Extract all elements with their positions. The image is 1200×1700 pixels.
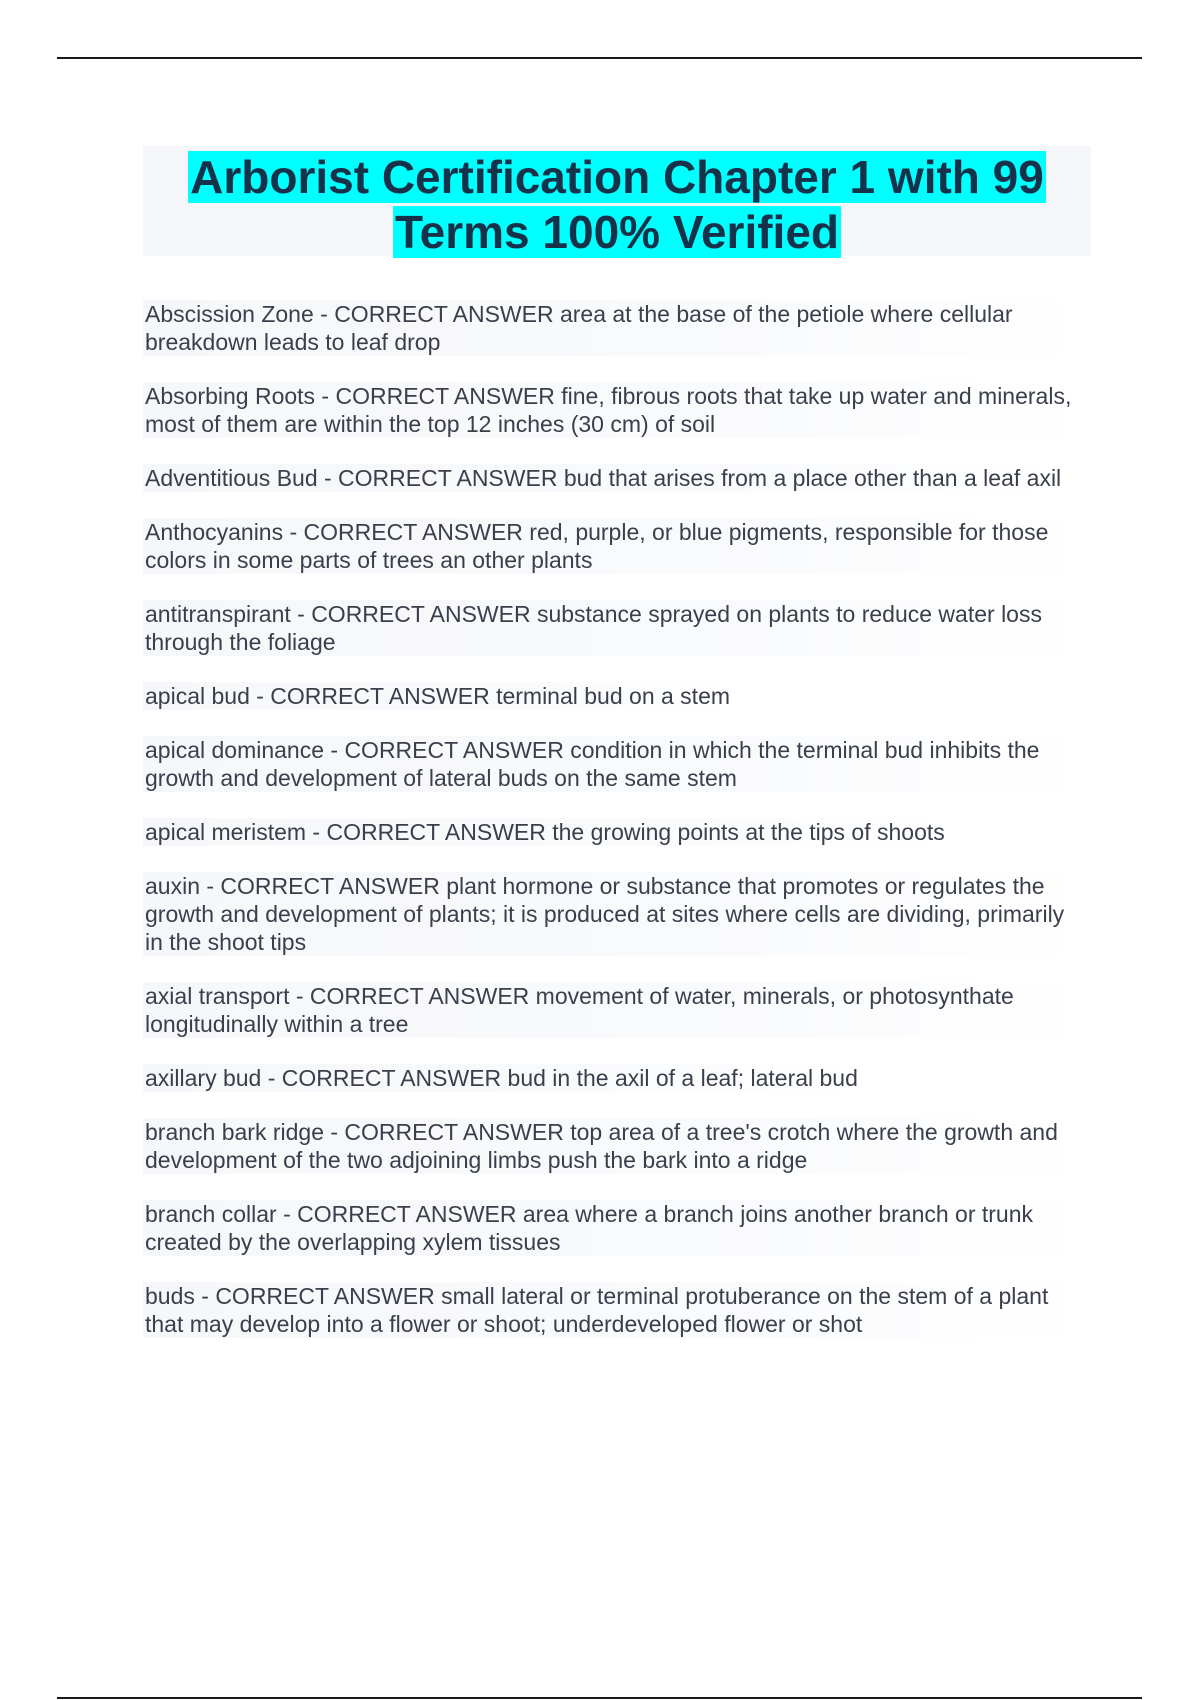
term-item: antitranspirant - CORRECT ANSWER substance sprayed on plants to reduce water loss through the foliage [143, 600, 1091, 656]
term-item: apical bud - CORRECT ANSWER terminal bud on a stem [143, 682, 734, 710]
term-item: Absorbing Roots - CORRECT ANSWER fine, fibrous roots that take up water and minerals, most of them are within the top 12 inches (30 cm) of soil [143, 382, 1091, 438]
term-item: buds - CORRECT ANSWER small lateral or terminal protuberance on the stem of a plant that may develop into a flower or shoot; underdeveloped flower or shot [143, 1282, 1091, 1338]
top-rule [57, 57, 1142, 59]
terms-list [143, 300, 1091, 1364]
term-item: apical dominance - CORRECT ANSWER condition in which the terminal bud inhibits the growth and development of lateral buds on the same stem [143, 736, 1091, 792]
document-title [143, 146, 1091, 260]
term-item: axillary bud - CORRECT ANSWER bud in the axil of a leaf; lateral bud [143, 1064, 862, 1092]
bottom-rule [57, 1697, 1142, 1699]
term-item: branch bark ridge - CORRECT ANSWER top area of a tree's crotch where the growth and development of the two adjoining limbs push the bark into a ridge [143, 1118, 1091, 1174]
term-item: axial transport - CORRECT ANSWER movement of water, minerals, or photosynthate longitudinally within a tree [143, 982, 1091, 1038]
term-item: Abscission Zone - CORRECT ANSWER area at the base of the petiole where cellular breakdown leads to leaf drop [143, 300, 1091, 356]
term-item: auxin - CORRECT ANSWER plant hormone or substance that promotes or regulates the growth and development of plants; it is produced at sites where cells are dividing, primarily in the shoot tips [143, 872, 1091, 956]
term-item: branch collar - CORRECT ANSWER area where a branch joins another branch or trunk created by the overlapping xylem tissues [143, 1200, 1091, 1256]
term-item: Anthocyanins - CORRECT ANSWER red, purple, or blue pigments, responsible for those colors in some parts of trees an other plants [143, 518, 1091, 574]
title-block [143, 146, 1091, 256]
document-title-text: Arborist Certification Chapter 1 with 99 Terms 100% Verified [190, 151, 1044, 258]
term-item: Adventitious Bud - CORRECT ANSWER bud that arises from a place other than a leaf axil [143, 464, 1065, 492]
term-item: apical meristem - CORRECT ANSWER the growing points at the tips of shoots [143, 818, 949, 846]
